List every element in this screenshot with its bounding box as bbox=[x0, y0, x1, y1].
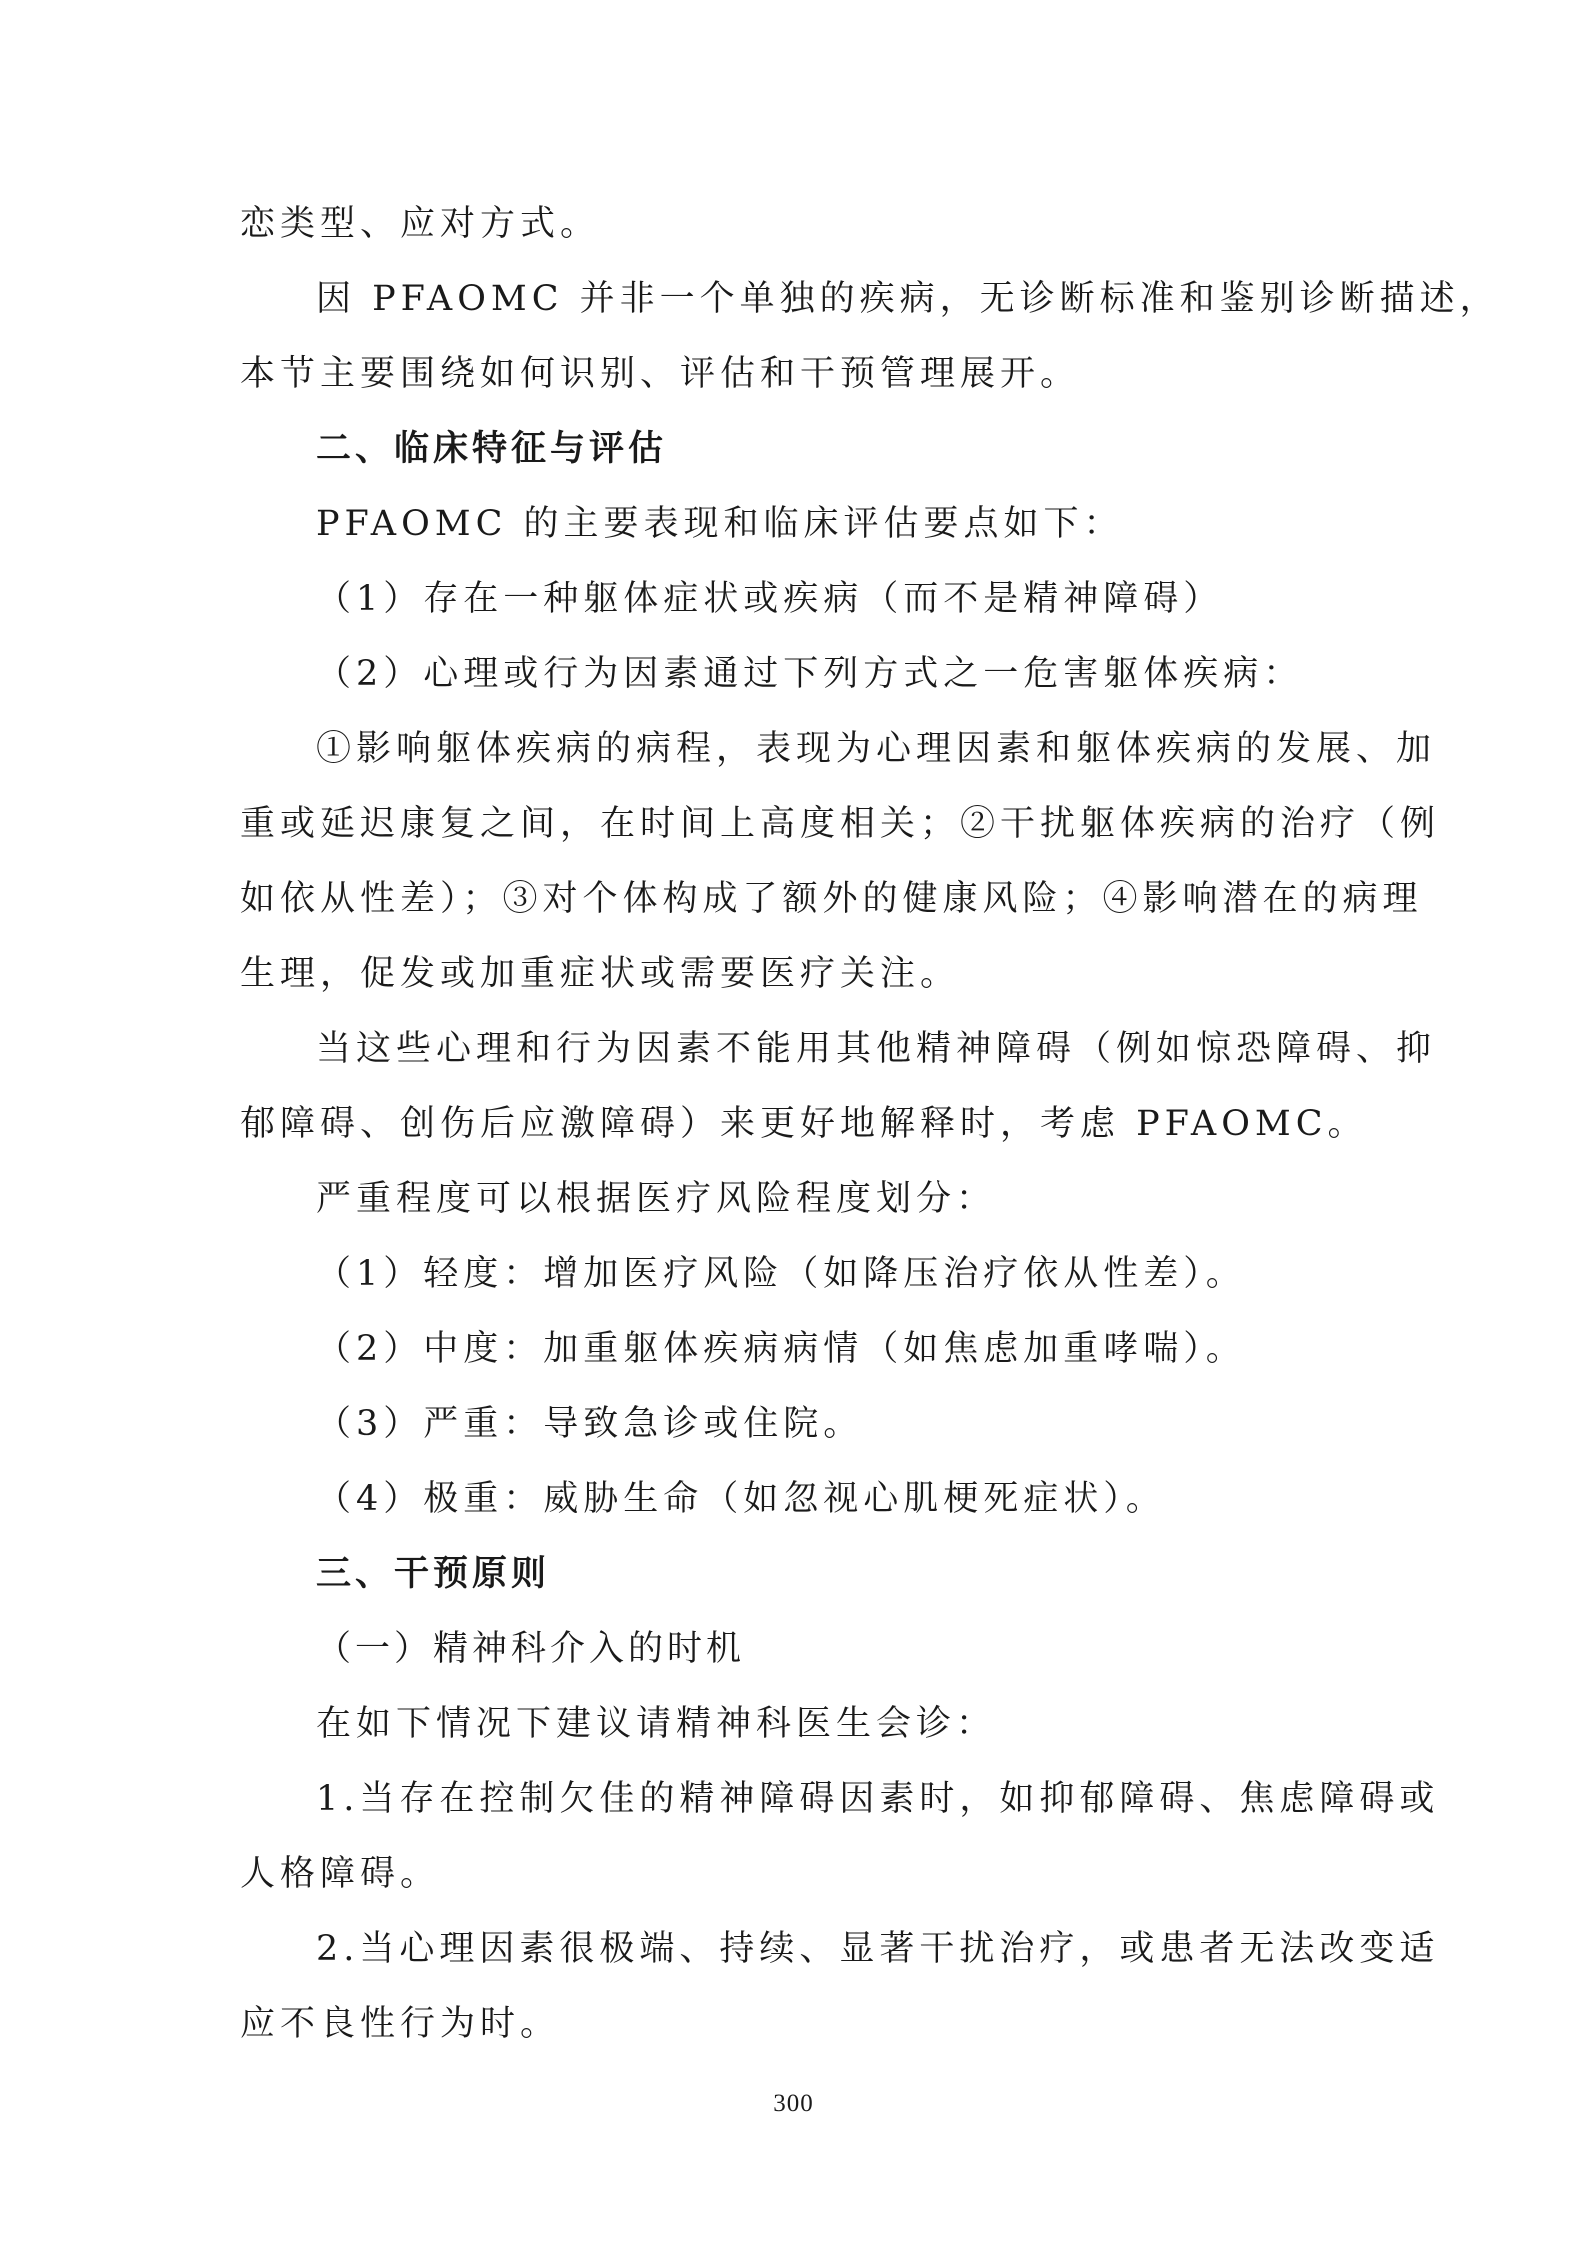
list-item-line: 2.当心理因素很极端、持续、显著干扰治疗，或患者无法改变适 bbox=[316, 1929, 1440, 1969]
list-item-line: 应不良性行为时。 bbox=[240, 2004, 561, 2044]
list-item-line: 1.当存在控制欠佳的精神障碍因素时，如抑郁障碍、焦虑障碍或 bbox=[316, 1779, 1440, 1819]
paragraph-line: 重或延迟康复之间，在时间上高度相关；②干扰躯体疾病的治疗（例 bbox=[240, 804, 1441, 844]
page-number: 300 bbox=[773, 2090, 814, 2117]
paragraph-line: ①影响躯体疾病的病程，表现为心理因素和躯体疾病的发展、加 bbox=[316, 729, 1437, 769]
section-heading: 二、临床特征与评估 bbox=[316, 429, 668, 469]
list-item-line: 人格障碍。 bbox=[240, 1854, 441, 1894]
severity-item: （3）严重：导致急诊或住院。 bbox=[316, 1404, 864, 1444]
paragraph-line: 严重程度可以根据医疗风险程度划分： bbox=[316, 1179, 997, 1219]
paragraph-line: 当这些心理和行为因素不能用其他精神障碍（例如惊恐障碍、抑 bbox=[316, 1029, 1437, 1069]
severity-item: （2）中度：加重躯体疾病病情（如焦虑加重哮喘）。 bbox=[316, 1329, 1246, 1369]
paragraph-line: 郁障碍、创伤后应激障碍）来更好地解释时，考虑 PFAOMC。 bbox=[240, 1104, 1368, 1144]
paragraph-line: 本节主要围绕如何识别、评估和干预管理展开。 bbox=[240, 354, 1081, 394]
paragraph-line: PFAOMC 的主要表现和临床评估要点如下： bbox=[316, 504, 1124, 544]
paragraph-line: 因 PFAOMC 并非一个单独的疾病，无诊断标准和鉴别诊断描述， bbox=[316, 279, 1500, 319]
criteria-item: （1）存在一种躯体症状或疾病（而不是精神障碍） bbox=[316, 579, 1224, 619]
paragraph-line: 生理，促发或加重症状或需要医疗关注。 bbox=[240, 954, 961, 994]
paragraph-line: 在如下情况下建议请精神科医生会诊： bbox=[316, 1704, 997, 1744]
section-heading: 三、干预原则 bbox=[316, 1554, 551, 1594]
subsection-heading: （一）精神科介入的时机 bbox=[316, 1629, 746, 1669]
paragraph-line: 恋类型、应对方式。 bbox=[240, 204, 601, 244]
criteria-item: （2）心理或行为因素通过下列方式之一危害躯体疾病： bbox=[316, 654, 1304, 694]
paragraph-line: 如依从性差）；③对个体构成了额外的健康风险；④影响潜在的病理 bbox=[240, 879, 1423, 919]
severity-item: （1）轻度：增加医疗风险（如降压治疗依从性差）。 bbox=[316, 1254, 1246, 1294]
severity-item: （4）极重：威胁生命（如忽视心肌梗死症状）。 bbox=[316, 1479, 1166, 1519]
